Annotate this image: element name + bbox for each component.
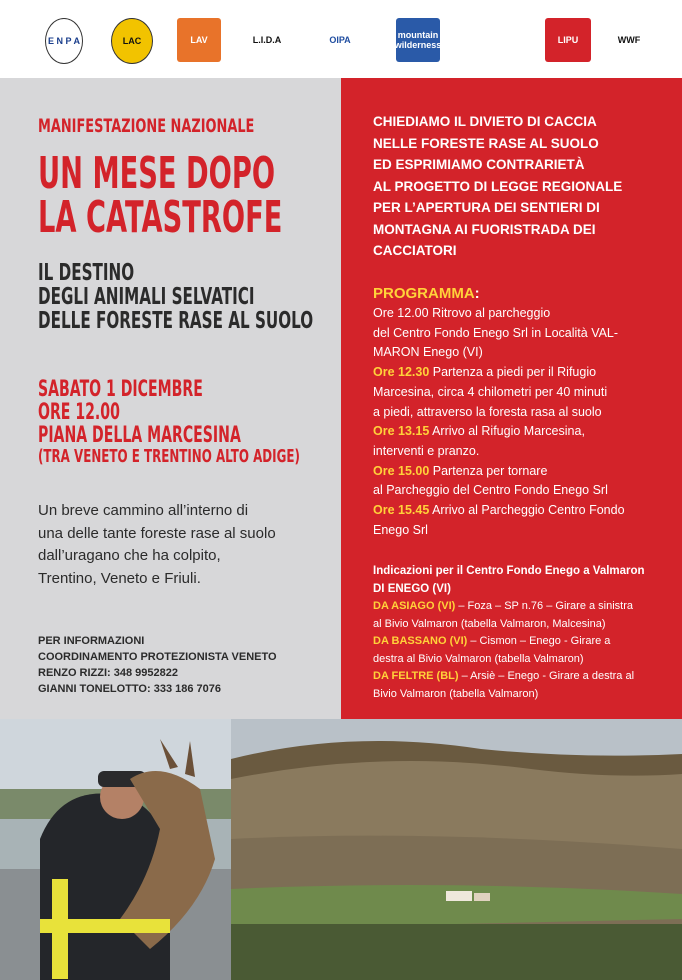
left-when_where-2: PIANA DELLA MARCESINA <box>38 423 241 448</box>
programma-line <box>373 306 550 320</box>
lida-logo: L.I.D.A <box>244 18 290 62</box>
direction-line <box>373 670 634 682</box>
directions-title <box>373 583 451 595</box>
left-contacts-0: PER INFORMAZIONI <box>38 635 145 647</box>
directions-title-text: Indicazioni per il Centro Fondo Enego a Valmaron <box>373 565 645 577</box>
demand-text: CHIEDIAMO IL DIVIETO DI CACCIA <box>373 114 597 129</box>
programma-line <box>373 464 547 478</box>
direction-line <box>373 635 610 647</box>
lac-logo: LAC <box>111 18 153 64</box>
left-when_where-1: ORE 12.00 <box>38 400 120 425</box>
programma-time: Ore 13.15 <box>373 424 430 439</box>
left-headline-1: LA CATASTROFE <box>38 192 283 243</box>
demand-text: PER L’APERTURA DEI SENTIERI DI <box>373 200 600 215</box>
programma-line <box>373 523 428 537</box>
left-subhead-2: DELLE FORESTE RASE AL SUOLO <box>38 308 314 334</box>
forest-photo <box>231 719 682 980</box>
direction-origin: DA ASIAGO (VI) <box>373 600 456 612</box>
demand-text: AL PROGETTO DI LEGGE REGIONALE <box>373 178 623 194</box>
programma-label: PROGRAMMA <box>373 285 475 302</box>
direction-line <box>373 653 584 665</box>
left-description-0: Un breve cammino all’interno di <box>38 502 249 519</box>
lipu-logo: LIPU <box>545 18 591 62</box>
parks-logo <box>475 18 515 62</box>
programma-text: Arrivo al Parcheggio Centro Fondo <box>429 503 625 517</box>
left-when_where-0: SABATO 1 DICEMBRE <box>38 377 203 402</box>
programma-line <box>373 483 608 497</box>
direction-text: Bivio Valmaron (tabella Valmaron) <box>373 687 539 700</box>
programma-text: del Centro Fondo Enego Srl in Località VAL- <box>373 325 619 340</box>
direction-line <box>373 600 633 612</box>
enpa-logo: E N P A <box>45 18 83 64</box>
direction-text: al Bivio Valmaron (tabella Valmaron, Malcesina) <box>373 617 606 630</box>
direction-text: – Arsiè – Enego - Girare a destra al <box>458 670 635 682</box>
direction-line <box>373 618 606 630</box>
left-description-2: dall’uragano che ha colpito, <box>38 547 221 564</box>
demand-text: NELLE FORESTE RASE AL SUOLO <box>373 135 599 151</box>
programma-time: Ore 15.45 <box>373 503 430 517</box>
programma-line <box>373 385 607 399</box>
programma-line <box>373 326 618 340</box>
demand-line <box>373 114 597 129</box>
demand-line <box>373 243 457 258</box>
programma-text: Partenza a piedi per il Rifugio <box>429 365 597 380</box>
programma-text: Arrivo al Rifugio Marcesina, <box>429 424 585 439</box>
direction-text: destra al Bivio Valmaron (tabella Valmaron) <box>373 652 584 665</box>
directions-title <box>373 565 645 577</box>
left-description-1: una delle tante foreste rase al suolo <box>38 524 276 542</box>
demand-text: ED ESPRIMIAMO CONTRARIETÀ <box>373 157 585 172</box>
wwf-logo: WWF <box>612 18 646 62</box>
programma-text: a piedi, attraverso la foresta rasa al suolo <box>373 404 602 419</box>
direction-text: – Cismon – Enego - Girare a <box>467 635 611 647</box>
direction-line <box>373 688 538 700</box>
programma-text: Ore 12.00 Ritrovo al parcheggio <box>373 306 551 320</box>
left-when_where-3: (TRA VENETO E TRENTINO ALTO ADIGE) <box>38 446 300 467</box>
programma-time: Ore 15.00 <box>373 463 430 478</box>
programma-text: Partenza per tornare <box>429 463 548 478</box>
programma-text: Marcesina, circa 4 chilometri per 40 minuti <box>373 384 608 399</box>
rescue-photo <box>0 719 231 980</box>
left-subhead-1: DEGLI ANIMALI SELVATICI <box>38 284 255 310</box>
demand-text: MONTAGNA AI FUORISTRADA DEI <box>373 221 596 237</box>
programma-time: Ore 12.30 <box>373 365 430 380</box>
demand-text: CACCIATORI <box>373 243 457 258</box>
mountain-wilderness-logo: mountain wilderness <box>396 18 440 62</box>
left-description-3: Trentino, Veneto e Friuli. <box>38 569 201 587</box>
colon: : <box>474 285 480 302</box>
demand-line <box>373 222 596 237</box>
demand-line <box>373 157 585 172</box>
directions-title-text: DI ENEGO (VI) <box>373 582 451 595</box>
programma-line <box>373 503 625 517</box>
programma-line <box>373 444 479 458</box>
programma-text: interventi e pranzo. <box>373 443 480 458</box>
programma-line <box>373 345 483 359</box>
programma-text: MARON Enego (VI) <box>373 345 483 360</box>
demand-line <box>373 136 599 151</box>
right-panel <box>341 78 682 719</box>
demand-line <box>373 179 622 194</box>
programma-line <box>373 365 596 379</box>
direction-text: – Foza – SP n.76 – Girare a sinistra <box>455 600 634 612</box>
left-contacts-1: COORDINAMENTO PROTEZIONISTA VENETO <box>38 651 277 663</box>
lav-logo: LAV <box>177 18 221 62</box>
left-contacts-3: GIANNI TONELOTTO: 333 186 7076 <box>38 683 221 695</box>
demand-line <box>373 200 600 215</box>
left-panel <box>0 78 341 719</box>
programma-line <box>373 424 585 438</box>
left-headline-0: UN MESE DOPO <box>38 148 276 199</box>
direction-origin: DA BASSANO (VI) <box>373 635 468 647</box>
left-contacts-2: RENZO RIZZI: 348 9952822 <box>38 667 179 679</box>
programma-text: al Parcheggio del Centro Fondo Enego Srl <box>373 483 608 498</box>
oipa-logo: OIPA <box>313 18 367 62</box>
direction-origin: DA FELTRE (BL) <box>373 670 459 682</box>
programma-heading <box>373 285 480 302</box>
logo-bar <box>0 0 682 78</box>
left-event_type: MANIFESTAZIONE NAZIONALE <box>38 115 255 137</box>
left-subhead-0: IL DESTINO <box>38 260 135 286</box>
programma-line <box>373 405 602 419</box>
programma-text: Enego Srl <box>373 522 428 537</box>
